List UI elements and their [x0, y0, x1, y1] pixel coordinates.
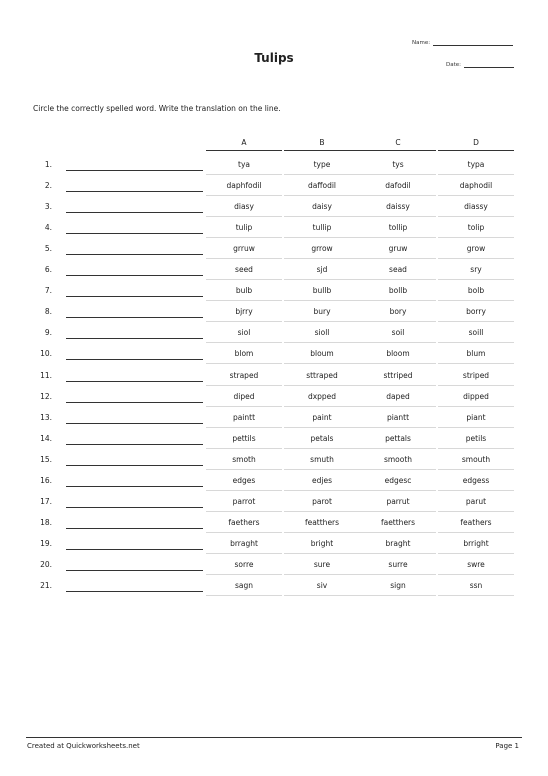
option-underline [284, 342, 360, 343]
question-row [0, 265, 548, 286]
translation-answer-line[interactable] [66, 528, 203, 529]
question-number: 15. [40, 454, 52, 464]
name-line [433, 40, 513, 46]
spelling-option-d[interactable]: brright [463, 538, 489, 548]
translation-answer-line[interactable] [66, 591, 203, 592]
option-underline [206, 216, 282, 217]
spelling-option-b[interactable]: sjd [316, 265, 328, 275]
spelling-option-b[interactable]: siv [316, 581, 328, 590]
option-underline [438, 490, 514, 491]
option-underline [438, 258, 514, 259]
question-number: 10. [40, 349, 52, 359]
option-underline [284, 574, 360, 575]
option-underline [360, 574, 436, 575]
spelling-option-d[interactable]: borry [466, 307, 486, 317]
spelling-option-a[interactable]: daphfodil [226, 181, 262, 191]
spelling-option-c[interactable]: smooth [383, 454, 413, 464]
spelling-option-c[interactable]: braght [385, 538, 411, 548]
question-number: 8. [44, 307, 52, 317]
column-header-a: A [241, 138, 247, 147]
question-row [0, 223, 548, 244]
question-row [0, 328, 548, 349]
translation-answer-line[interactable] [66, 465, 203, 466]
option-underline [284, 511, 360, 512]
spelling-option-d[interactable]: daphodil [459, 181, 493, 191]
name-field[interactable] [412, 40, 513, 46]
option-underline [438, 595, 514, 596]
option-underline [438, 300, 514, 301]
spelling-option-c[interactable]: piantt [386, 412, 410, 422]
option-underline [438, 448, 514, 449]
option-underline [284, 532, 360, 533]
column-header-rule [284, 150, 360, 151]
spelling-option-c[interactable]: daissy [386, 202, 410, 212]
option-underline [438, 469, 514, 470]
spelling-option-d[interactable]: parut [465, 496, 487, 506]
question-row [0, 539, 548, 560]
spelling-option-b[interactable]: daisy [312, 202, 332, 212]
option-underline [438, 385, 514, 386]
option-underline [360, 469, 436, 470]
spelling-option-b[interactable]: type [313, 160, 331, 169]
spelling-option-d[interactable]: soill [468, 328, 484, 338]
option-underline [438, 427, 514, 428]
option-underline [438, 216, 514, 217]
option-underline [438, 321, 514, 322]
spelling-option-c[interactable]: edgesc [384, 475, 412, 485]
question-number: 7. [44, 286, 52, 296]
question-row [0, 307, 548, 328]
question-number: 19. [40, 538, 52, 548]
footer-rule [26, 737, 522, 738]
translation-answer-line[interactable] [66, 317, 203, 318]
spelling-option-d[interactable]: edgess [462, 475, 490, 485]
question-number: 2. [44, 181, 52, 191]
spelling-option-d[interactable]: smouth [461, 454, 491, 464]
translation-answer-line[interactable] [66, 212, 203, 213]
option-underline [206, 385, 282, 386]
question-number: 17. [40, 496, 52, 506]
question-number: 9. [44, 328, 52, 338]
spelling-option-d[interactable]: dipped [463, 391, 489, 401]
translation-answer-line[interactable] [66, 381, 203, 382]
question-row [0, 518, 548, 539]
spelling-option-b[interactable]: petals [310, 433, 334, 443]
question-row [0, 244, 548, 265]
question-row [0, 413, 548, 434]
spelling-option-a[interactable]: grruw [233, 244, 255, 254]
spelling-option-b[interactable]: dxpped [307, 391, 337, 401]
question-number: 3. [44, 202, 52, 212]
spelling-option-d[interactable]: petils [465, 433, 487, 443]
translation-answer-line[interactable] [66, 402, 203, 403]
spelling-option-d[interactable]: swre [467, 559, 485, 569]
question-number: 16. [40, 475, 52, 485]
option-underline [360, 237, 436, 238]
translation-answer-line[interactable] [66, 275, 203, 276]
spelling-option-b[interactable]: sioll [314, 328, 330, 338]
option-underline [360, 595, 436, 596]
spelling-option-c[interactable]: gruw [388, 244, 408, 254]
spelling-option-b[interactable]: featthers [304, 517, 340, 527]
spelling-option-a[interactable]: sorre [234, 559, 254, 569]
option-underline [438, 574, 514, 575]
question-row [0, 349, 548, 370]
column-header-c: C [395, 138, 401, 147]
spelling-option-a[interactable]: smoth [232, 454, 256, 464]
option-underline [360, 216, 436, 217]
question-row [0, 286, 548, 307]
translation-answer-line[interactable] [66, 486, 203, 487]
option-underline [206, 532, 282, 533]
option-underline [360, 363, 436, 364]
spelling-option-a[interactable]: sagn [234, 581, 254, 590]
translation-answer-line[interactable] [66, 444, 203, 445]
question-row [0, 181, 548, 202]
option-underline [438, 511, 514, 512]
option-underline [284, 237, 360, 238]
spelling-option-a[interactable]: blom [234, 349, 254, 359]
spelling-option-c[interactable]: sead [389, 265, 407, 275]
option-underline [284, 427, 360, 428]
footer-credit: Created at Quickworksheets.net [27, 742, 140, 750]
option-underline [206, 469, 282, 470]
option-underline [206, 363, 282, 364]
option-underline [284, 490, 360, 491]
spelling-option-c[interactable]: bollb [388, 286, 408, 296]
spelling-option-a[interactable]: tya [238, 160, 250, 169]
option-underline [206, 237, 282, 238]
option-underline [284, 406, 360, 407]
question-number: 1. [44, 160, 52, 169]
question-row [0, 497, 548, 518]
option-underline [206, 595, 282, 596]
spelling-option-c[interactable]: bloom [386, 349, 410, 359]
option-underline [360, 448, 436, 449]
spelling-option-a[interactable]: parrot [232, 496, 256, 506]
spelling-option-d[interactable]: ssn [469, 581, 483, 590]
column-header-rule [438, 150, 514, 151]
spelling-option-c[interactable]: surre [388, 559, 408, 569]
option-underline [438, 237, 514, 238]
option-underline [360, 427, 436, 428]
option-underline [438, 342, 514, 343]
option-underline [206, 427, 282, 428]
spelling-option-d[interactable]: sry [470, 265, 482, 275]
option-underline [284, 195, 360, 196]
option-underline [284, 385, 360, 386]
spelling-option-a[interactable]: diasy [234, 202, 254, 212]
spelling-option-a[interactable]: siol [237, 328, 251, 338]
name-label: Name: [412, 40, 431, 46]
spelling-option-b[interactable]: parot [312, 496, 332, 506]
translation-answer-line[interactable] [66, 191, 203, 192]
spelling-option-d[interactable]: piant [466, 412, 486, 422]
date-label: Date: [446, 62, 461, 68]
option-underline [360, 385, 436, 386]
option-underline [284, 448, 360, 449]
spelling-option-b[interactable]: sttraped [306, 370, 338, 380]
question-row [0, 371, 548, 392]
spelling-option-b[interactable]: daffodil [307, 181, 337, 191]
question-number: 14. [40, 433, 52, 443]
translation-answer-line[interactable] [66, 359, 203, 360]
question-number: 20. [40, 559, 52, 569]
spelling-option-d[interactable]: feathers [460, 517, 492, 527]
option-underline [284, 300, 360, 301]
translation-answer-line[interactable] [66, 507, 203, 508]
option-underline [284, 595, 360, 596]
question-row [0, 476, 548, 497]
question-row [0, 392, 548, 413]
page-title: Tulips [254, 51, 294, 65]
question-number: 11. [40, 370, 52, 380]
spelling-option-a[interactable]: bjrry [235, 307, 253, 317]
spelling-option-b[interactable]: bullb [312, 286, 332, 296]
option-underline [360, 406, 436, 407]
spelling-option-d[interactable]: striped [462, 370, 490, 380]
spelling-option-d[interactable]: diassy [464, 202, 488, 212]
option-underline [438, 363, 514, 364]
translation-answer-line[interactable] [66, 549, 203, 550]
spelling-option-a[interactable]: diped [233, 391, 255, 401]
question-row [0, 560, 548, 581]
option-underline [206, 574, 282, 575]
instructions: Circle the correctly spelled word. Write the translation on the line. [33, 104, 281, 113]
option-underline [438, 195, 514, 196]
spelling-option-a[interactable]: faethers [228, 517, 260, 527]
option-underline [360, 258, 436, 259]
translation-answer-line[interactable] [66, 254, 203, 255]
spelling-option-b[interactable]: sure [313, 559, 331, 569]
spelling-option-b[interactable]: smuth [310, 454, 334, 464]
spelling-option-b[interactable]: paint [312, 412, 332, 422]
option-underline [206, 406, 282, 407]
option-underline [360, 321, 436, 322]
question-row [0, 202, 548, 223]
column-header-rule [360, 150, 436, 151]
translation-answer-line[interactable] [66, 233, 203, 234]
option-underline [284, 216, 360, 217]
option-underline [360, 300, 436, 301]
question-row [0, 455, 548, 476]
spelling-option-a[interactable]: bulb [235, 286, 253, 296]
option-underline [284, 469, 360, 470]
date-line [464, 62, 514, 68]
option-underline [438, 553, 514, 554]
option-underline [206, 553, 282, 554]
option-underline [206, 258, 282, 259]
spelling-option-c[interactable]: bory [389, 307, 407, 317]
column-header-d: D [473, 138, 479, 147]
spelling-option-c[interactable]: daped [386, 391, 410, 401]
question-number: 13. [40, 412, 52, 422]
spelling-option-c[interactable]: pettals [385, 433, 411, 443]
option-underline [284, 279, 360, 280]
spelling-option-c[interactable]: sttriped [383, 370, 413, 380]
translation-answer-line[interactable] [66, 570, 203, 571]
column-header-rule [206, 150, 282, 151]
option-underline [206, 300, 282, 301]
spelling-option-a[interactable]: pettils [232, 433, 256, 443]
question-number: 18. [40, 517, 52, 527]
spelling-option-b[interactable]: tullip [312, 223, 332, 233]
spelling-option-a[interactable]: seed [235, 265, 253, 275]
spelling-option-d[interactable]: tolip [467, 223, 485, 233]
option-underline [206, 321, 282, 322]
date-field[interactable] [446, 62, 514, 68]
spelling-option-d[interactable]: typa [467, 160, 485, 169]
spelling-option-c[interactable]: dafodil [385, 181, 411, 191]
footer-page-number: Page 1 [495, 742, 519, 750]
spelling-option-c[interactable]: faetthers [380, 517, 416, 527]
option-underline [438, 174, 514, 175]
option-underline [360, 195, 436, 196]
spelling-option-c[interactable]: tys [392, 160, 404, 169]
option-underline [284, 321, 360, 322]
spelling-option-c[interactable]: sign [390, 581, 406, 590]
option-underline [360, 174, 436, 175]
question-row [0, 434, 548, 455]
translation-answer-line[interactable] [66, 338, 203, 339]
translation-answer-line[interactable] [66, 296, 203, 297]
translation-answer-line[interactable] [66, 423, 203, 424]
question-number: 4. [44, 223, 52, 233]
option-underline [284, 553, 360, 554]
option-underline [360, 511, 436, 512]
option-underline [206, 490, 282, 491]
option-underline [438, 406, 514, 407]
question-number: 5. [44, 244, 52, 254]
option-underline [206, 511, 282, 512]
question-number: 12. [40, 391, 52, 401]
spelling-option-b[interactable]: edjes [312, 475, 332, 485]
option-underline [438, 279, 514, 280]
spelling-option-d[interactable]: blum [466, 349, 486, 359]
spelling-option-c[interactable]: soil [391, 328, 405, 338]
question-row [0, 160, 548, 181]
option-underline [360, 490, 436, 491]
spelling-option-a[interactable]: straped [229, 370, 259, 380]
option-underline [284, 258, 360, 259]
option-underline [360, 553, 436, 554]
option-underline [360, 532, 436, 533]
option-underline [206, 174, 282, 175]
question-number: 6. [44, 265, 52, 275]
spelling-option-b[interactable]: grrow [311, 244, 333, 254]
question-number: 21. [40, 581, 52, 590]
spelling-option-a[interactable]: paintt [232, 412, 256, 422]
option-underline [284, 363, 360, 364]
option-underline [284, 174, 360, 175]
translation-answer-line[interactable] [66, 170, 203, 171]
question-row [0, 581, 548, 602]
spelling-option-c[interactable]: parrut [386, 496, 410, 506]
spelling-option-a[interactable]: tulip [235, 223, 253, 233]
spelling-option-b[interactable]: bright [310, 538, 334, 548]
option-underline [360, 342, 436, 343]
option-underline [206, 342, 282, 343]
option-underline [206, 279, 282, 280]
spelling-option-b[interactable]: bloum [310, 349, 334, 359]
spelling-option-a[interactable]: edges [232, 475, 256, 485]
spelling-option-a[interactable]: brraght [230, 538, 258, 548]
option-underline [206, 448, 282, 449]
spelling-option-d[interactable]: grow [466, 244, 486, 254]
option-underline [438, 532, 514, 533]
option-underline [206, 195, 282, 196]
spelling-option-b[interactable]: bury [313, 307, 331, 317]
column-header-b: B [319, 138, 325, 147]
spelling-option-d[interactable]: bolb [467, 286, 485, 296]
option-underline [360, 279, 436, 280]
spelling-option-c[interactable]: tollip [388, 223, 408, 233]
